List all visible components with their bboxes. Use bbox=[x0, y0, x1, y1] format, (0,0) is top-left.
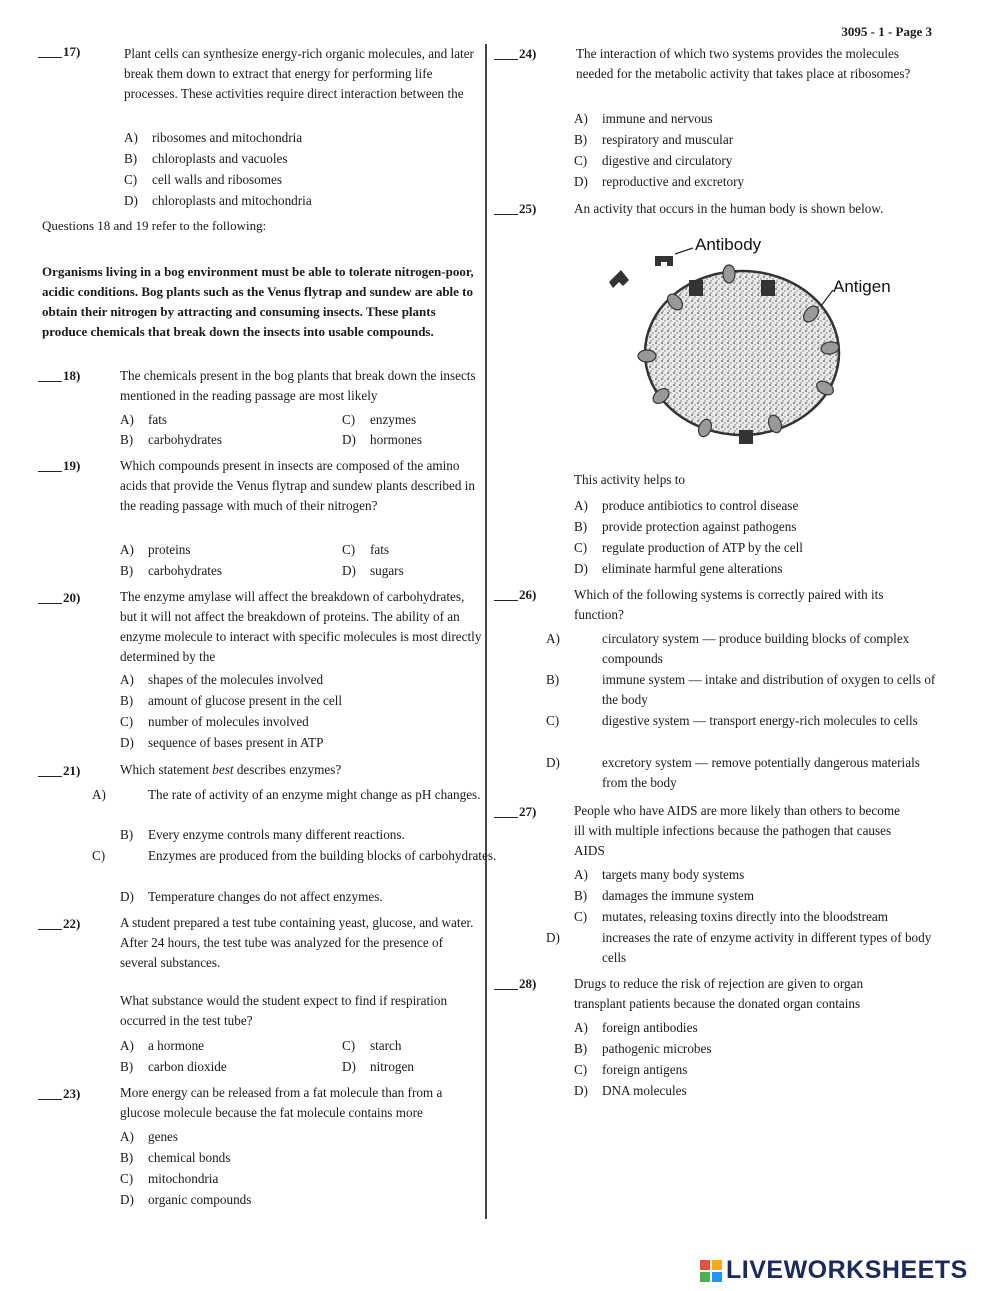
question-25-number[interactable]: 25) bbox=[494, 201, 564, 217]
q21-option-d[interactable]: D) Temperature changes do not affect enzymes. bbox=[120, 889, 383, 904]
q25-option-b[interactable]: B) provide protection against pathogens bbox=[574, 519, 797, 534]
question-21-number[interactable]: 21) bbox=[38, 763, 108, 779]
q27-option-c[interactable]: C) mutates, releasing toxins directly into the bloodstream bbox=[574, 909, 889, 924]
liveworksheets-logo bbox=[700, 1256, 968, 1285]
question-21-stem: Which statement best describes enzymes? bbox=[120, 762, 342, 777]
q22-option-a[interactable]: A) a hormone bbox=[120, 1038, 205, 1053]
question-18-stem: The chemicals present in the bog plants that break down the insects mentioned in the reading passage are most likely bbox=[120, 368, 476, 403]
question-24-number[interactable]: 24) bbox=[494, 46, 564, 62]
question-24-stem: The interaction of which two systems provides the molecules needed for the metabolic activity that takes place at ribosomes? bbox=[576, 46, 911, 81]
question-28-stem: Drugs to reduce the risk of rejection are given to organ transplant patients because the donated organ contains bbox=[574, 976, 864, 1011]
question-27-stem: People who have AIDS are more likely than others to become ill with multiple infections because the pathogen that causes AIDS bbox=[574, 803, 900, 858]
passage-intro: Questions 18 and 19 refer to the following: bbox=[42, 218, 267, 233]
q18-option-c[interactable]: C) enzymes bbox=[342, 412, 417, 427]
q24-option-c[interactable]: C) digestive and circulatory bbox=[574, 153, 733, 168]
q24-option-d[interactable]: D) reproductive and excretory bbox=[574, 174, 745, 189]
q17-option-a[interactable]: A) ribosomes and mitochondria bbox=[124, 130, 303, 145]
q23-option-b[interactable]: B) chemical bonds bbox=[120, 1150, 231, 1165]
question-25-stem: An activity that occurs in the human body is shown below. bbox=[574, 201, 884, 216]
q25-option-c[interactable]: C) regulate production of ATP by the cell bbox=[574, 540, 803, 555]
question-25-stem-2: This activity helps to bbox=[574, 472, 685, 487]
question-26-stem: Which of the following systems is correctly paired with its function? bbox=[574, 587, 884, 622]
q21-option-c[interactable]: C) Enzymes are produced from the building blocks of carbohydrates. bbox=[92, 848, 497, 863]
q23-option-c[interactable]: C) mitochondria bbox=[120, 1171, 219, 1186]
question-22-stem: A student prepared a test tube containing yeast, glucose, and water. After 24 hours, the test tube was analyzed for the presence of several substances. bbox=[120, 915, 474, 970]
q17-option-c[interactable]: C) cell walls and ribosomes bbox=[124, 172, 283, 187]
q21-option-a[interactable]: A) The rate of activity of an enzyme might change as pH changes. bbox=[92, 787, 481, 802]
q25-option-a[interactable]: A) produce antibiotics to control disease bbox=[574, 498, 799, 513]
question-28-number[interactable]: 28) bbox=[494, 976, 564, 992]
logo-blocks-icon bbox=[700, 1260, 722, 1282]
q18-option-b[interactable]: B) carbohydrates bbox=[120, 432, 222, 447]
q24-option-a[interactable]: A) immune and nervous bbox=[574, 111, 713, 126]
q22-option-b[interactable]: B) carbon dioxide bbox=[120, 1059, 227, 1074]
q20-option-c[interactable]: C) number of molecules involved bbox=[120, 714, 309, 729]
q27-option-b[interactable]: B) damages the immune system bbox=[574, 888, 754, 903]
q20-option-a[interactable]: A) shapes of the molecules involved bbox=[120, 672, 324, 687]
q17-option-d[interactable]: D) chloroplasts and mitochondria bbox=[124, 193, 312, 208]
q28-option-b[interactable]: B) pathogenic microbes bbox=[574, 1041, 712, 1056]
q19-option-b[interactable]: B) carbohydrates bbox=[120, 563, 222, 578]
question-20-number[interactable]: 20) bbox=[38, 590, 108, 606]
q27-option-a[interactable]: A) targets many body systems bbox=[574, 867, 745, 882]
q18-option-d[interactable]: D) hormones bbox=[342, 432, 423, 447]
question-18-number[interactable]: 18) bbox=[38, 368, 108, 384]
q25-option-d[interactable]: D) eliminate harmful gene alterations bbox=[574, 561, 783, 576]
q18-option-a[interactable]: A) fats bbox=[120, 412, 168, 427]
question-26-number[interactable]: 26) bbox=[494, 587, 564, 603]
logo-text: LIVEWORKSHEETS bbox=[726, 1256, 968, 1284]
q24-option-b[interactable]: B) respiratory and muscular bbox=[574, 132, 734, 147]
q22-option-d[interactable]: D) nitrogen bbox=[342, 1059, 414, 1074]
q26-option-a[interactable]: A) circulatory system — produce building blocks of complex compounds bbox=[546, 631, 910, 666]
question-17-stem: Plant cells can synthesize energy-rich organic molecules, and later break them down to extract that energy for performing life processes. These activities require direct interaction between the bbox=[124, 46, 474, 101]
question-19-stem: Which compounds present in insects are composed of the amino acids that provide the Venus flytrap and sundew plants described in the reading passage with much of their nitrogen? bbox=[120, 458, 475, 513]
question-20-stem: The enzyme amylase will affect the breakdown of carbohydrates, but it will not affect the breakdown of proteins. The ability of an enzyme molecule to interact with specific molecules is most directly determined by the bbox=[120, 589, 482, 664]
q19-option-a[interactable]: A) proteins bbox=[120, 542, 191, 557]
q22-option-c[interactable]: C) starch bbox=[342, 1038, 402, 1053]
q26-option-b[interactable]: B) immune system — intake and distribution of oxygen to cells of the body bbox=[546, 672, 936, 707]
q28-option-a[interactable]: A) foreign antibodies bbox=[574, 1020, 698, 1035]
q23-option-a[interactable]: A) genes bbox=[120, 1129, 179, 1144]
antigen-label: Antigen bbox=[833, 277, 891, 296]
q19-option-c[interactable]: C) fats bbox=[342, 542, 390, 557]
q20-option-d[interactable]: D) sequence of bases present in ATP bbox=[120, 735, 324, 750]
question-27-number[interactable]: 27) bbox=[494, 804, 564, 820]
q23-option-d[interactable]: D) organic compounds bbox=[120, 1192, 252, 1207]
q27-option-d[interactable]: D) increases the rate of enzyme activity in different types of body cells bbox=[546, 930, 932, 965]
question-19-number[interactable]: 19) bbox=[38, 458, 108, 474]
question-22-stem-2: What substance would the student expect to find if respiration occurred in the test tube? bbox=[120, 993, 448, 1028]
q26-option-c[interactable]: C) digestive system — transport energy-rich molecules to cells bbox=[546, 713, 918, 728]
q19-option-d[interactable]: D) sugars bbox=[342, 563, 404, 578]
q21-option-b[interactable]: B) Every enzyme controls many different reactions. bbox=[120, 827, 405, 842]
q17-option-b[interactable]: B) chloroplasts and vacuoles bbox=[124, 151, 288, 166]
question-17-number[interactable]: 17) bbox=[38, 44, 108, 60]
q20-option-b[interactable]: B) amount of glucose present in the cell bbox=[120, 693, 343, 708]
q28-option-d[interactable]: D) DNA molecules bbox=[574, 1083, 687, 1098]
question-23-stem: More energy can be released from a fat molecule than from a glucose molecule because the fat molecule contains more bbox=[120, 1085, 443, 1120]
page-label: 3095 - 1 - Page 3 bbox=[841, 24, 932, 39]
q28-option-c[interactable]: C) foreign antigens bbox=[574, 1062, 688, 1077]
antibody-label: Antibody bbox=[695, 235, 762, 254]
q26-option-d[interactable]: D) excretory system — remove potentially dangerous materials from the body bbox=[546, 755, 920, 790]
reading-passage: Organisms living in a bog environment must be able to tolerate nitrogen-poor, acidic conditions. Bog plants such as the Venus flytrap and sundew are able to obtain their nitrogen by attracting and consuming insects. These plants produce chemicals that break down the insects into usable compounds. bbox=[42, 264, 474, 339]
antibody-antigen-diagram bbox=[595, 228, 925, 458]
question-23-number[interactable]: 23) bbox=[38, 1086, 108, 1102]
column-divider bbox=[485, 44, 487, 1219]
question-22-number[interactable]: 22) bbox=[38, 916, 108, 932]
